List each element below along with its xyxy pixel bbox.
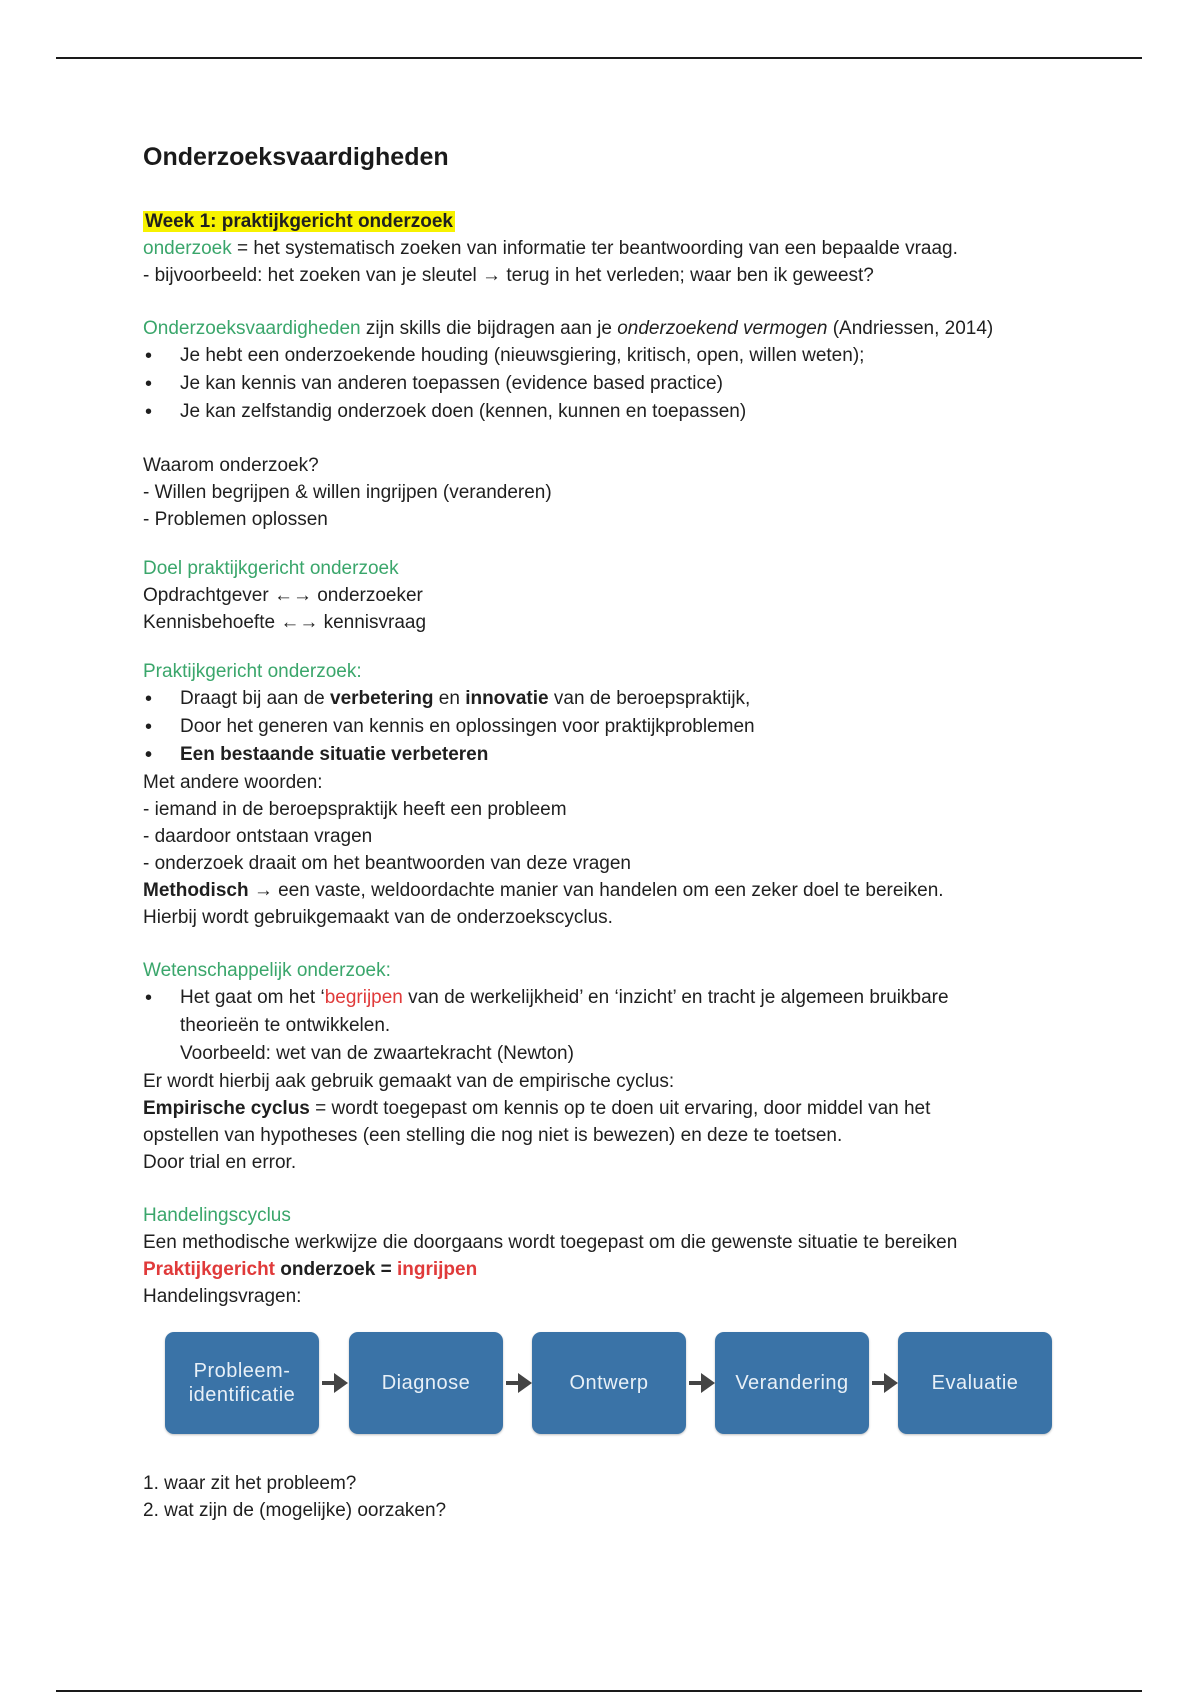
question-1: 1. waar zit het probleem? — [143, 1473, 357, 1494]
bold-methodisch: Methodisch — [143, 880, 249, 901]
skills-list — [143, 342, 1063, 426]
skills-italic: onderzoekend vermogen — [617, 318, 828, 339]
wo-line-3: Door trial en error. — [143, 1152, 297, 1173]
doel-heading: Doel praktijkgericht onderzoek — [143, 558, 399, 579]
bold-empirische-cyclus: Empirische cyclus — [143, 1098, 310, 1119]
red-ingrijpen: ingrijpen — [396, 1259, 478, 1280]
why-line-1: - Willen begrijpen & willen ingrijpen (veranderen) — [143, 482, 552, 503]
definition-line — [143, 235, 1063, 262]
text: en — [433, 688, 466, 709]
step-label: Verandering — [735, 1372, 849, 1394]
step-verandering — [715, 1332, 869, 1434]
wo-list — [143, 984, 1063, 1068]
hc-equation — [143, 1256, 1063, 1283]
text: onderzoek = — [275, 1259, 397, 1280]
term-onderzoek: onderzoek — [143, 238, 232, 259]
doel-line-2: Kennisbehoefte ←→ kennisvraag — [143, 612, 427, 633]
pgo-line-4: - onderzoek draait om het beantwoorden van deze vragen — [143, 853, 631, 874]
methodisch-line — [143, 877, 1063, 904]
step-label: Diagnose — [381, 1372, 471, 1394]
pgo-line-5: Hierbij wordt gebruikgemaakt van de onderzoekscyclus. — [143, 907, 613, 928]
skills-intro — [143, 315, 1063, 342]
pgo-line-2: - iemand in de beroepspraktijk heeft een probleem — [143, 799, 567, 820]
step-evaluatie — [898, 1332, 1052, 1434]
top-rule — [56, 57, 1142, 59]
arrow-right-icon — [872, 1369, 900, 1397]
list-item — [143, 984, 1063, 1068]
arrow-right-icon — [506, 1369, 534, 1397]
step-label: Probleem- identificatie — [188, 1360, 296, 1406]
skills-citation: (Andriessen, 2014) — [827, 318, 994, 339]
list-item: • Je kan kennis van anderen toepassen (evidence based practice) — [143, 370, 1063, 398]
doel-line-1: Opdrachtgever ←→ onderzoeker — [143, 585, 423, 606]
text: van de beroepspraktijk, — [548, 688, 751, 709]
bold-verbetering: verbetering — [330, 688, 434, 709]
text — [180, 984, 1063, 1012]
text: Draagt bij aan de — [180, 688, 330, 709]
pgo-list — [143, 685, 1063, 769]
red-praktijkgericht: Praktijkgericht — [143, 1259, 275, 1280]
empirische-line — [143, 1095, 1063, 1122]
question-2: 2. wat zijn de (mogelijke) oorzaken? — [143, 1500, 447, 1521]
arrow-right-icon — [689, 1369, 717, 1397]
wo-line-2: opstellen van hypotheses (een stelling die nog niet is bewezen) en deze te toetsen. — [143, 1125, 843, 1146]
step-label: Ontwerp — [569, 1372, 649, 1394]
text: Voorbeeld: wet van de zwaartekracht (Newton) — [180, 1043, 574, 1064]
list-item: • Je hebt een onderzoekende houding (nieuwsgiering, kritisch, open, willen weten); — [143, 342, 1063, 370]
list-item: • Door het generen van kennis en oplossingen voor praktijkproblemen — [143, 713, 1063, 741]
red-begrijpen: begrijpen — [324, 987, 403, 1008]
pgo-heading: Praktijkgericht onderzoek: — [143, 661, 362, 682]
wo-heading: Wetenschappelijk onderzoek: — [143, 960, 391, 981]
arrow-right-icon — [322, 1369, 350, 1397]
step-label: Evaluatie — [931, 1372, 1019, 1394]
text: = wordt toegepast om kennis op te doen uit ervaring, door middel van het — [309, 1098, 931, 1119]
pgo-line-1: Met andere woorden: — [143, 772, 323, 793]
list-item — [143, 685, 1063, 713]
step-ontwerp — [532, 1332, 686, 1434]
hc-line-1: Een methodische werkwijze die doorgaans wordt toegepast om die gewenste situatie te bereiken — [143, 1232, 958, 1253]
page-title: Onderzoeksvaardigheden — [143, 143, 449, 171]
document-content — [143, 143, 1063, 1524]
step-diagnose — [349, 1332, 503, 1434]
step-probleemidentificatie — [165, 1332, 319, 1434]
wo-line-1: Er wordt hierbij aak gebruik gemaakt van de empirische cyclus: — [143, 1071, 675, 1092]
hc-line-2: Handelingsvragen: — [143, 1286, 302, 1307]
why-line-2: - Problemen oplossen — [143, 509, 328, 530]
highlighted-heading: Week 1: praktijkgericht onderzoek — [145, 211, 453, 232]
definition-text: = het systematisch zoeken van informatie ter beantwoording van een bepaalde vraag. — [231, 238, 958, 259]
pgo-line-3: - daardoor ontstaan vragen — [143, 826, 373, 847]
list-item: • Je kan zelfstandig onderzoek doen (kennen, kunnen en toepassen) — [143, 398, 1063, 426]
term-onderzoeksvaardigheden: Onderzoeksvaardigheden — [143, 318, 361, 339]
handelingscyclus-diagram — [143, 1332, 1053, 1442]
list-item: • Een bestaande situatie verbeteren — [143, 741, 1063, 769]
skills-text: zijn skills die bijdragen aan je — [360, 318, 618, 339]
text: theorieën te ontwikkelen. — [180, 1015, 391, 1036]
hc-heading: Handelingscyclus — [143, 1205, 291, 1226]
week-heading — [143, 208, 1063, 235]
bold-innovatie: innovatie — [465, 688, 549, 709]
bottom-rule — [56, 1690, 1142, 1692]
why-question: Waarom onderzoek? — [143, 455, 319, 476]
text: → een vaste, weldoordachte manier van handelen om een zeker doel te bereiken. — [248, 880, 944, 901]
text: Het gaat om het ‘ — [180, 987, 325, 1008]
text: van de werkelijkheid’ en ‘inzicht’ en tracht je algemeen bruikbare — [402, 987, 949, 1008]
example-line: - bijvoorbeeld: het zoeken van je sleutel → terug in het verleden; waar ben ik geweest? — [143, 265, 874, 286]
